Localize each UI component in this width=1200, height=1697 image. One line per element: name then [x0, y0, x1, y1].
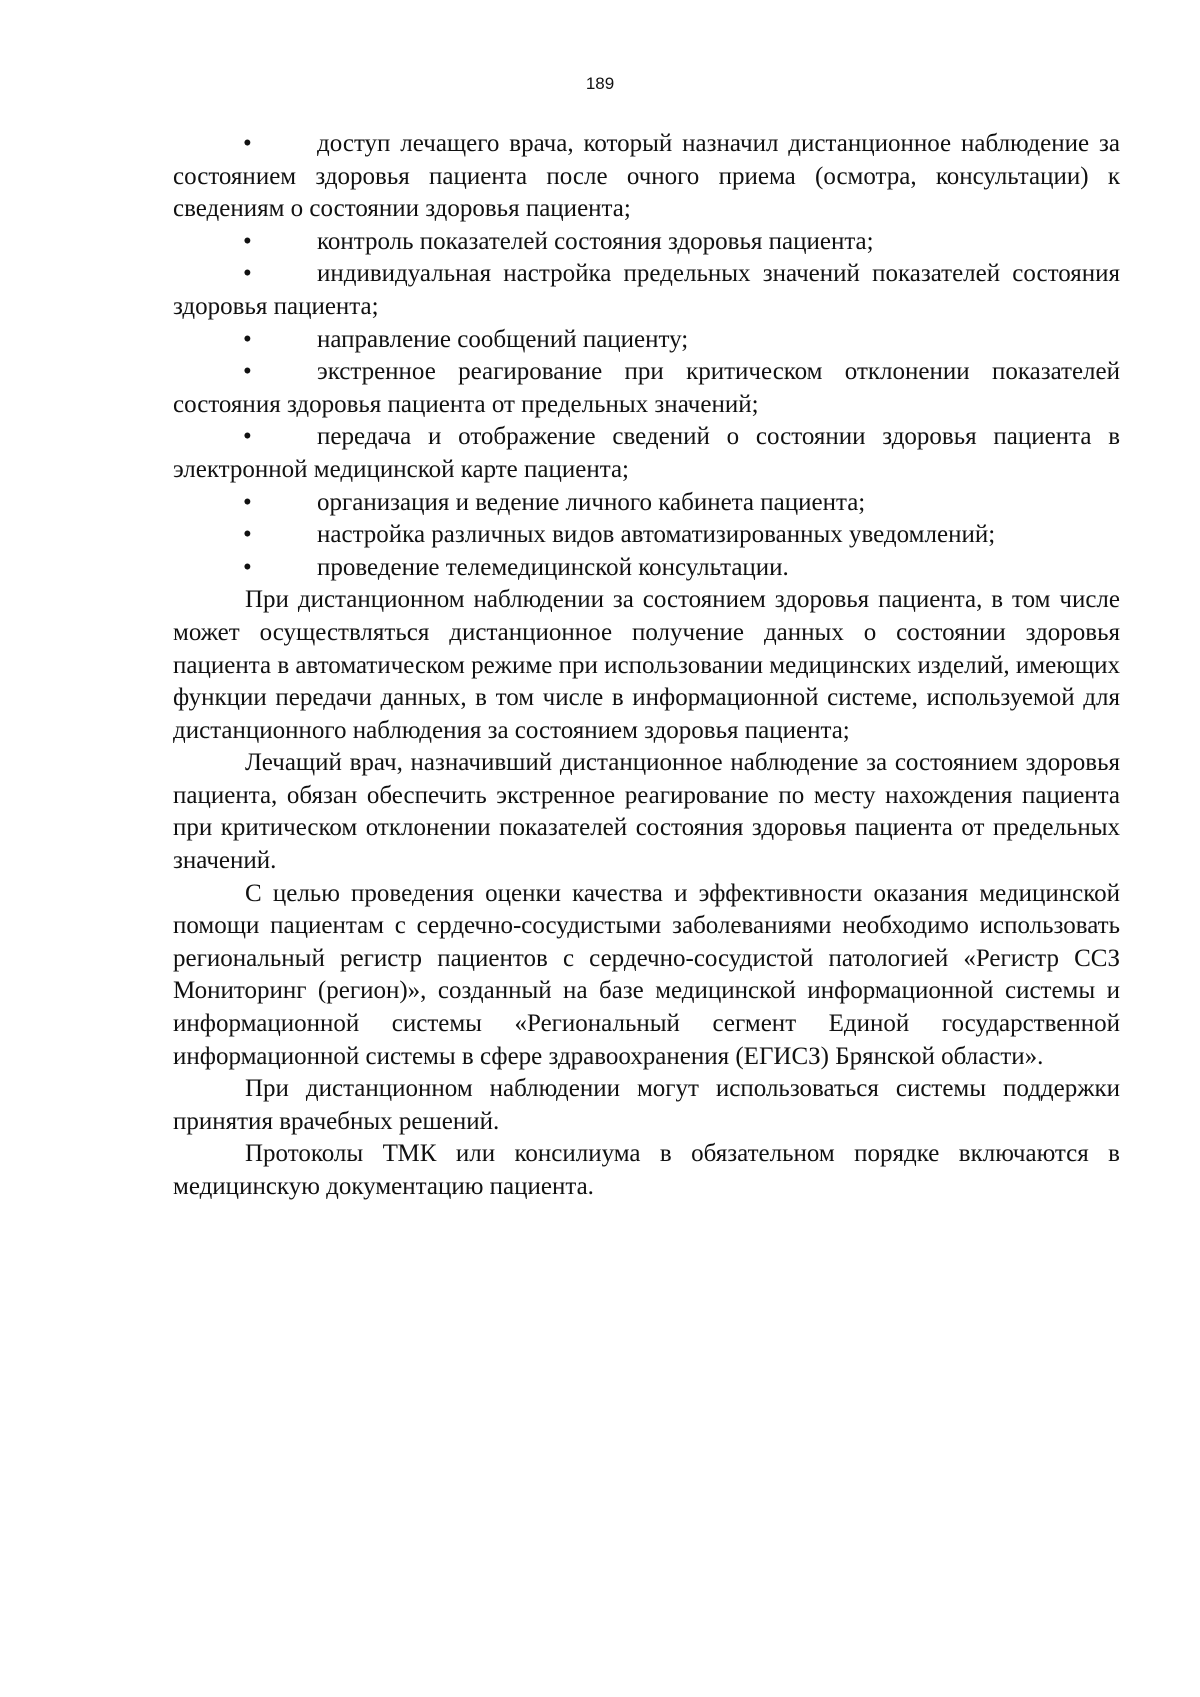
bullet-icon: • — [243, 325, 252, 353]
bullet-icon: • — [243, 358, 252, 386]
list-item-text: передача и отображение сведений о состоянии здоровья пациента в электронной медицинской карте пациента; — [173, 423, 1120, 483]
list-item-text: контроль показателей состояния здоровья пациента; — [317, 227, 874, 255]
list-item-text: направление сообщений пациенту; — [317, 325, 689, 353]
list-item — [173, 552, 1120, 585]
list-item — [173, 519, 1120, 552]
list-item — [173, 324, 1120, 357]
list-item-text: настройка различных видов автоматизированных уведомлений; — [317, 521, 996, 549]
page-body — [173, 128, 1120, 1204]
bullet-icon: • — [243, 521, 252, 549]
bullet-icon: • — [243, 553, 252, 581]
list-item-text: доступ лечащего врача, который назначил дистанционное наблюдение за состоянием здоровья пациента после очного приема (осмотра, консультации) к сведениям о состоянии здоровья пациента; — [173, 130, 1120, 223]
paragraph-remote-data: При дистанционном наблюдении за состоянием здоровья пациента, в том числе может осуществляться дистанционное получение данных о состоянии здоровья пациента в автоматическом режиме при использовании медицинских изделий, имеющих функции передачи данных, в том числе в информационной системе, используемой для дистанционного наблюдения за состоянием здоровья пациента; — [173, 586, 1120, 744]
bullet-icon: • — [243, 488, 252, 516]
list-item — [173, 421, 1120, 486]
list-item — [173, 128, 1120, 226]
list-item-text: индивидуальная настройка предельных значений показателей состояния здоровья пациента; — [173, 260, 1120, 320]
list-item — [173, 258, 1120, 323]
list-item-text: экстренное реагирование при критическом отклонении показателей состояния здоровья пациента от предельных значений; — [173, 358, 1120, 418]
bullet-icon: • — [243, 423, 252, 451]
paragraph-protocols: Протоколы ТМК или консилиума в обязательном порядке включаются в медицинскую документацию пациента. — [173, 1140, 1120, 1200]
list-item — [173, 356, 1120, 421]
list-item-text: организация и ведение личного кабинета пациента; — [317, 488, 866, 516]
paragraph-registry: С целью проведения оценки качества и эффективности оказания медицинской помощи пациентам с сердечно-сосудистыми заболеваниями необходимо использовать региональный регистр пациентов с сердечно-сосудистой патологией «Регистр ССЗ Мониторинг (регион)», созданный на базе медицинской информационной системы и информационной системы «Региональный сегмент Единой государственной информационной системы в сфере здравоохранения (ЕГИСЗ) Брянской области». — [173, 879, 1120, 1070]
paragraph-physician-duty: Лечащий врач, назначивший дистанционное наблюдение за состоянием здоровья пациента, обязан обеспечить экстренное реагирование по месту нахождения пациента при критическом отклонении показателей состояния здоровья пациента от предельных значений. — [173, 749, 1120, 875]
bullet-icon: • — [243, 260, 252, 288]
list-item — [173, 487, 1120, 520]
list-item — [173, 226, 1120, 259]
page-number: 189 — [585, 74, 615, 93]
paragraph-decision-support: При дистанционном наблюдении могут использоваться системы поддержки принятия врачебных решений. — [173, 1075, 1120, 1135]
bullet-icon: • — [243, 227, 252, 255]
list-item-text: проведение телемедицинской консультации. — [317, 553, 789, 581]
bullet-icon: • — [243, 130, 252, 157]
